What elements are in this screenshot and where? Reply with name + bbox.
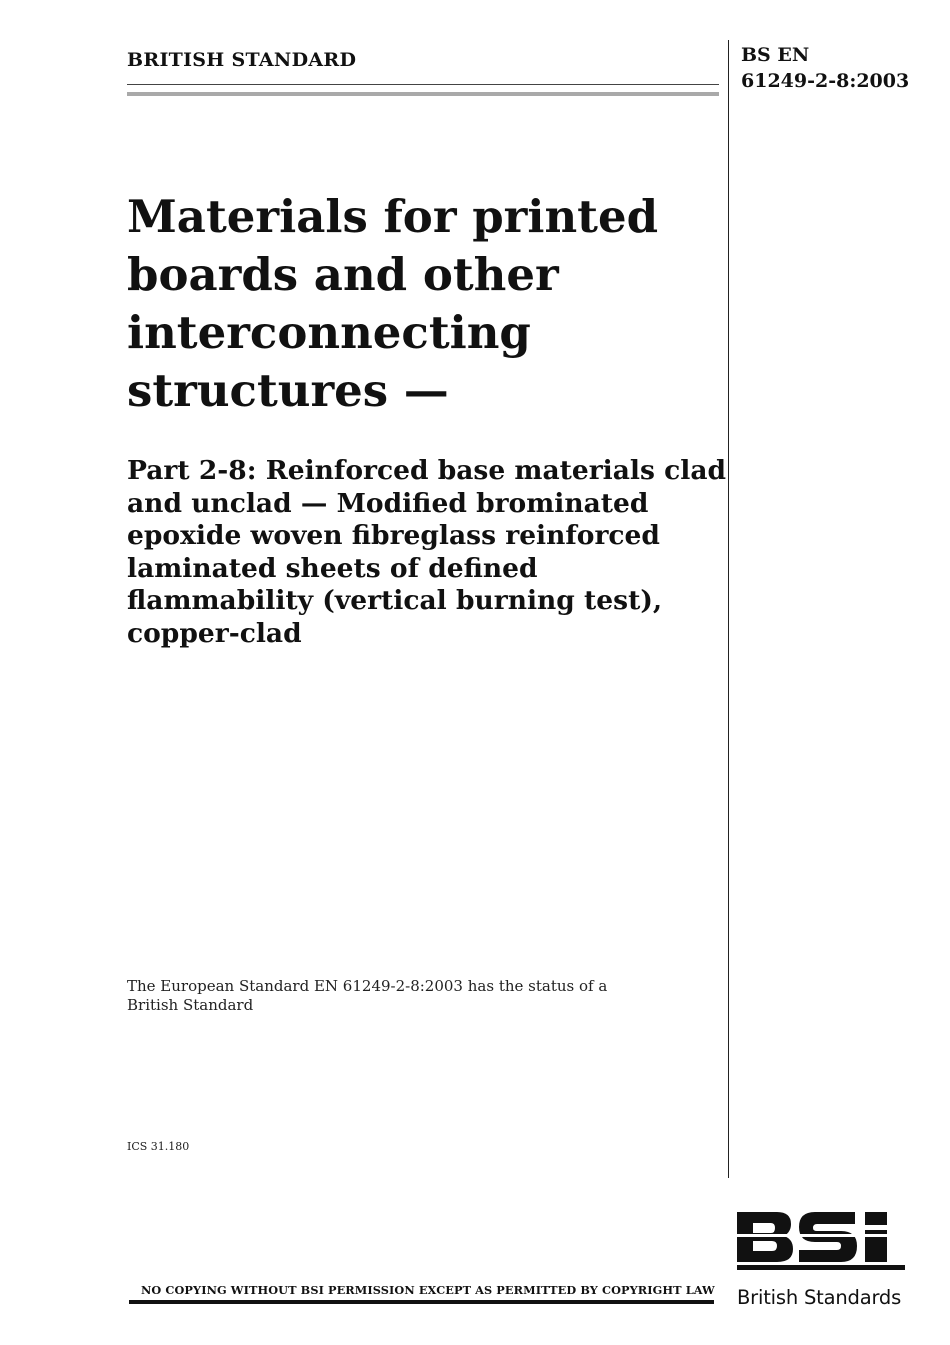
status-note-line: British Standard xyxy=(127,995,254,1014)
document-title xyxy=(127,188,717,420)
subtitle-line: laminated sheets of defined xyxy=(127,552,538,584)
bsi-logo-text: British Standards xyxy=(737,1286,902,1309)
title-line: structures — xyxy=(127,364,449,417)
subtitle-line: flammability (vertical burning test), xyxy=(127,585,663,616)
vertical-divider xyxy=(728,40,729,1178)
bsi-logo-icon xyxy=(737,1210,905,1272)
status-note xyxy=(127,977,707,1014)
subtitle-line: and unclad — Modified brominated xyxy=(127,487,649,519)
standard-number-line-2: 61249-2-8:2003 xyxy=(741,70,910,92)
document-subtitle xyxy=(127,455,725,650)
ics-code: ICS 31.180 xyxy=(127,1140,190,1153)
copyright-notice: NO COPYING WITHOUT BSI PERMISSION EXCEPT AS PERMITTED BY COPYRIGHT LAW xyxy=(141,1283,715,1297)
header-label: BRITISH STANDARD xyxy=(127,49,357,71)
title-line: Materials for printed xyxy=(127,190,659,243)
subtitle-line: copper-clad xyxy=(127,617,302,649)
header-rule-thick xyxy=(127,92,719,96)
footer-rule xyxy=(129,1300,714,1304)
subtitle-line: epoxide woven fibreglass reinforced xyxy=(127,520,660,551)
standard-number-line-1: BS EN xyxy=(741,44,810,66)
status-note-line: The European Standard EN 61249-2-8:2003 has the status of a xyxy=(127,977,608,995)
title-line: boards and other xyxy=(127,248,559,301)
title-line: interconnecting xyxy=(127,306,531,359)
subtitle-line: Part 2-8: Reinforced base materials clad xyxy=(127,455,727,486)
header-rule-thin xyxy=(127,84,719,85)
